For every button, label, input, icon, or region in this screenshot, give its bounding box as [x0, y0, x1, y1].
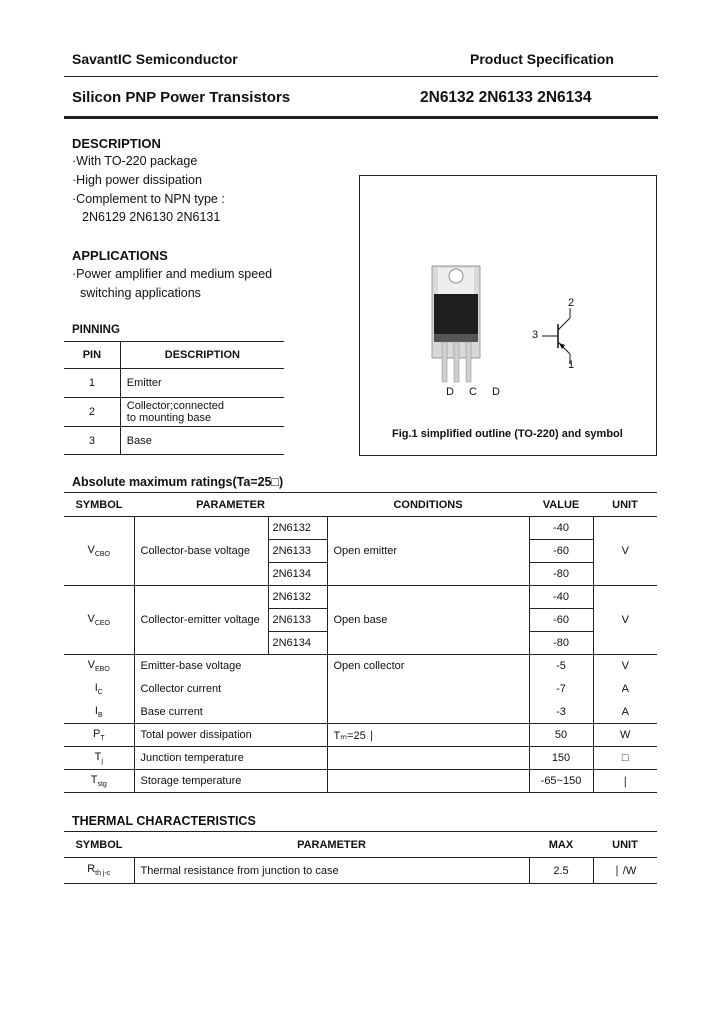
header-rule-top — [64, 76, 658, 77]
product-line: Silicon PNP Power Transistors — [72, 89, 291, 106]
parameter-cell: Emitter-base voltage — [134, 655, 327, 678]
applications-title: APPLICATIONS — [72, 248, 168, 263]
description-item: ·High power dissipation — [72, 173, 202, 187]
pinning-header-desc: DESCRIPTION — [164, 349, 240, 361]
table-row — [64, 427, 284, 455]
value-cell: -80 — [529, 563, 593, 586]
description-title: DESCRIPTION — [72, 136, 161, 151]
thermal-header-unit: UNIT — [612, 838, 638, 851]
pin-number: 3 — [64, 427, 120, 455]
applications-item: ·Power amplifier and medium speed — [72, 267, 273, 281]
ratings-header-value: VALUE — [542, 498, 580, 511]
company-name: SavantIC Semiconductor — [72, 51, 238, 67]
description-item: ·With TO-220 package — [72, 154, 198, 168]
thermal-header-symbol: SYMBOL — [75, 838, 123, 851]
part-cell: 2N6133 — [268, 609, 327, 632]
value-cell: -7 — [529, 678, 593, 701]
unit-cell: V — [593, 517, 657, 586]
conditions-cell: Open collector — [327, 655, 529, 724]
table-row — [64, 858, 657, 884]
pin-number: 1 — [64, 369, 120, 398]
table-row — [64, 517, 657, 540]
pin-number: 2 — [64, 398, 120, 427]
symbol-cell: $V_{EBO}$ — [64, 655, 134, 678]
part-cell: 2N6134 — [268, 632, 327, 655]
unit-cell: A — [621, 705, 629, 718]
conditions-cell: Open emitter — [327, 517, 529, 586]
table-row — [64, 770, 657, 793]
thermal-header-max: MAX — [548, 838, 574, 851]
symbol-cell: $T_j$ — [64, 747, 134, 770]
symbol-cell: $T_{stg}$ — [64, 770, 134, 793]
ratings-header-symbol: SYMBOL — [75, 498, 123, 511]
thermal-title: THERMAL CHARACTERISTICS — [72, 814, 256, 828]
unit-cell: V — [621, 660, 629, 673]
ratings-title: Absolute maximum ratings(Ta=25□) — [72, 475, 284, 489]
table-row — [64, 655, 657, 678]
symbol-collector-label: 2 — [568, 297, 575, 309]
figure-caption: Fig.1 simplified outline (TO-220) and symbol — [392, 428, 623, 440]
thermal-table — [64, 831, 657, 884]
value-cell: -80 — [529, 632, 593, 655]
parameter-cell: Collector-base voltage — [134, 517, 268, 586]
parameter-cell: Thermal resistance from junction to case — [134, 858, 529, 884]
conditions-cell: Tₘ=25 ∣ — [327, 724, 529, 747]
pinning-header-pin: PIN — [64, 342, 120, 369]
table-row — [64, 747, 657, 770]
doc-type: Product Specification — [470, 51, 614, 67]
to220-outline-image — [360, 176, 658, 457]
pinning-title: PINNING — [72, 324, 120, 336]
ratings-header-unit: UNIT — [612, 498, 638, 511]
value-cell: -5 — [529, 655, 593, 678]
part-cell: 2N6132 — [268, 586, 327, 609]
ratings-header-conditions: CONDITIONS — [393, 498, 463, 511]
pin-description: Emitter — [126, 377, 162, 389]
thermal-header-parameter: PARAMETER — [297, 838, 366, 851]
symbol-cell: $I_C$ — [64, 678, 134, 701]
parameter-cell: Collector-emitter voltage — [134, 586, 268, 655]
parameter-cell: Junction temperature — [134, 747, 327, 770]
symbol-base-label: 3 — [532, 329, 539, 341]
value-cell: -40 — [529, 586, 593, 609]
description-item: 2N6129 2N6130 2N6131 — [82, 210, 221, 224]
table-row — [64, 724, 657, 747]
table-row — [64, 369, 284, 398]
value-cell: -65~150 — [529, 770, 593, 793]
part-cell: 2N6133 — [268, 540, 327, 563]
symbol-cell: $P_T$ — [64, 724, 134, 747]
parameter-cell: Base current — [134, 701, 327, 724]
header-rule-bottom — [64, 116, 658, 119]
value-cell: -40 — [529, 517, 593, 540]
pin-description: Base — [126, 434, 152, 447]
unit-cell: A — [621, 683, 629, 695]
pin-letters: D C D — [446, 386, 506, 398]
part-numbers: 2N6132 2N6133 2N6134 — [420, 89, 592, 106]
symbol-cell: $I_B$ — [64, 701, 134, 724]
pinning-table — [64, 341, 284, 455]
value-cell: -3 — [529, 701, 593, 724]
parameter-cell: Total power dissipation — [134, 724, 327, 747]
parameter-cell: Storage temperature — [134, 770, 327, 793]
description-item: ·Complement to NPN type : — [72, 192, 225, 206]
unit-cell: W — [620, 729, 631, 741]
unit-cell: ∣ — [622, 775, 628, 788]
applications-item: switching applications — [80, 286, 201, 300]
conditions-cell — [327, 747, 529, 770]
value-cell: 50 — [529, 724, 593, 747]
ratings-table — [64, 492, 657, 793]
conditions-cell: Open base — [327, 586, 529, 655]
ratings-header-parameter: PARAMETER — [196, 498, 265, 511]
symbol-emitter-label: 1 — [568, 359, 575, 371]
value-cell: -60 — [529, 609, 593, 632]
conditions-cell — [327, 770, 529, 793]
value-cell: 150 — [529, 747, 593, 770]
part-cell: 2N6132 — [268, 517, 327, 540]
symbol-cell: $V_{CEO}$ — [64, 586, 134, 655]
unit-cell: V — [593, 586, 657, 655]
max-cell: 2.5 — [529, 858, 593, 884]
figure-box — [359, 175, 657, 456]
parameter-cell: Collector current — [134, 678, 327, 701]
table-row — [64, 398, 284, 427]
value-cell: -60 — [529, 540, 593, 563]
table-row — [64, 586, 657, 609]
symbol-cell: $V_{CBO}$ — [64, 517, 134, 586]
unit-cell: ∣ /W — [614, 865, 637, 877]
unit-cell: □ — [621, 752, 629, 764]
part-cell: 2N6134 — [268, 563, 327, 586]
pin-description: Collector;connected to mounting base — [126, 400, 224, 424]
symbol-cell: $R_{th j-c}$ — [64, 858, 134, 884]
